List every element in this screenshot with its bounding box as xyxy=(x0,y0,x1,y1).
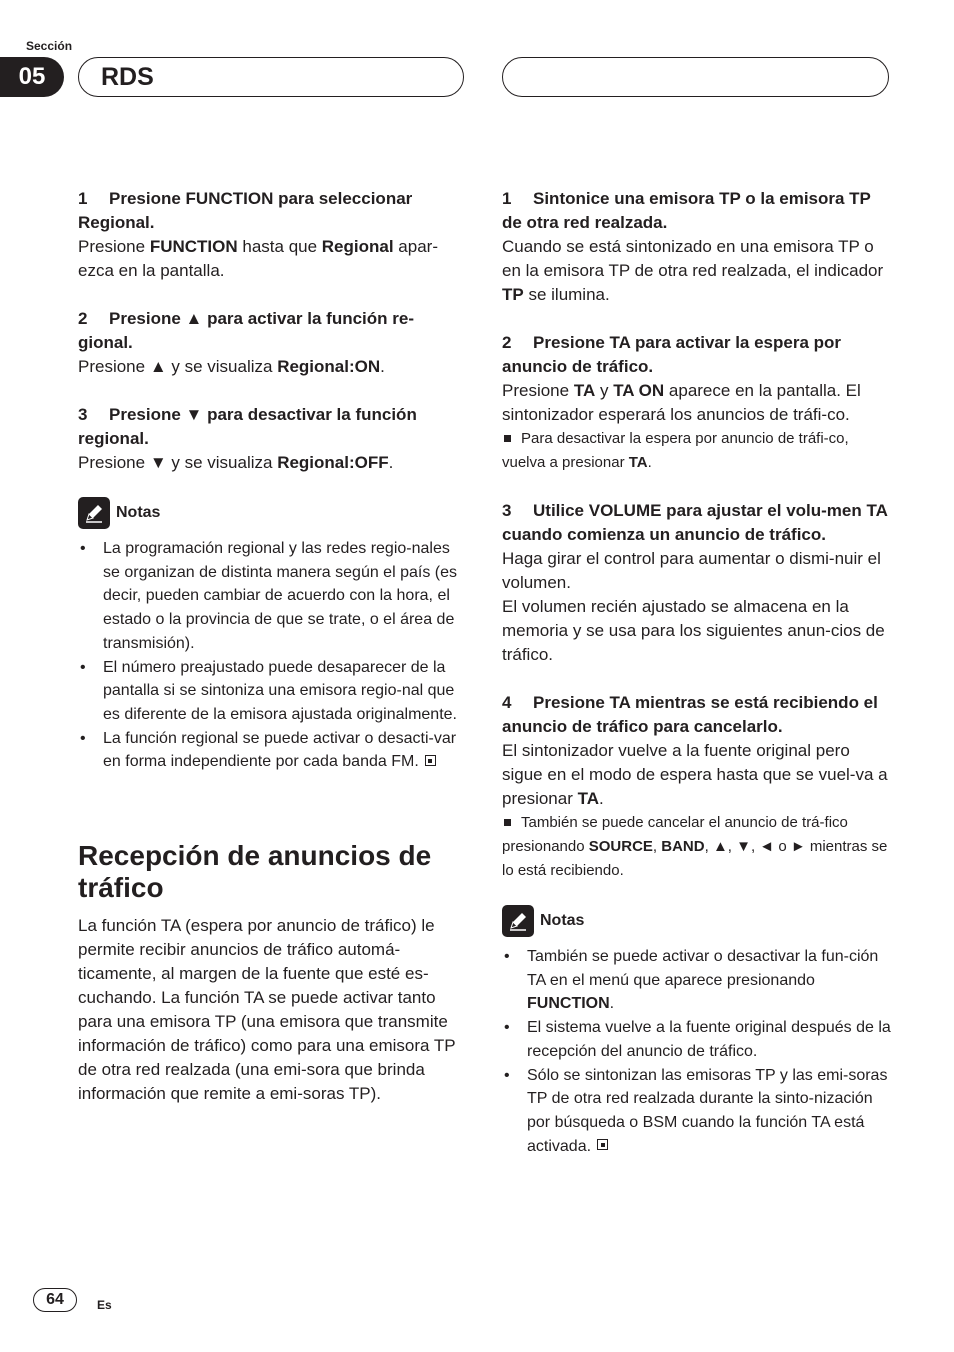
step-title: 2 Presione ▲ para activar la función re-gional. xyxy=(78,309,414,352)
bullet-square-icon xyxy=(504,435,511,442)
step xyxy=(502,187,894,307)
chapter-title-box-right xyxy=(502,57,889,97)
notes-list xyxy=(502,945,894,1158)
step-note: También se puede cancelar el anuncio de trá-fico presionando SOURCE, BAND, ▲, ▼, ◄ o ► mientras se lo está recibiendo. xyxy=(502,814,888,879)
end-mark-icon xyxy=(425,755,436,766)
right-column xyxy=(502,187,894,1158)
step-body: El sintonizador vuelve a la fuente original pero sigue en el modo de espera hasta que se vuel-va a presionar TA. xyxy=(502,741,888,808)
note-item: • El sistema vuelve a la fuente original después de la recepción del anuncio de tráfico. xyxy=(502,1016,894,1063)
step-note: Para desactivar la espera por anuncio de tráfi-co, vuelva a presionar TA. xyxy=(502,430,849,471)
step-number: 2 xyxy=(502,333,512,352)
step xyxy=(502,691,894,883)
step-body: Presione TA y TA ON aparece en la pantalla. El sintonizador esperará los anuncios de tráfi-co. xyxy=(502,381,861,424)
step-number: 1 xyxy=(78,189,88,208)
step-body: Presione ▲ y se visualiza Regional:ON. xyxy=(78,357,385,376)
pencil-note-icon xyxy=(78,497,110,529)
note-item: • También se puede activar o desactivar la fun-ción TA en el menú que aparece presionando FUNCTION. xyxy=(502,945,894,1016)
step-title: 1 Sintonice una emisora TP o la emisora TP de otra red realzada. xyxy=(502,189,871,232)
notes-header xyxy=(78,495,468,531)
step-title: 4 Presione TA mientras se está recibiendo el anuncio de tráfico para cancelarlo. xyxy=(502,693,878,736)
step-number: 1 xyxy=(502,189,512,208)
step-body: Presione FUNCTION hasta que Regional apar-ezca en la pantalla. xyxy=(78,237,438,280)
step-body: Presione ▼ y se visualiza Regional:OFF. xyxy=(78,453,394,472)
step-title: 3 Presione ▼ para desactivar la función regional. xyxy=(78,405,417,448)
step xyxy=(78,187,468,283)
note-item: • La función regional se puede activar o desacti-var en forma independiente por cada banda FM. xyxy=(78,727,468,774)
step xyxy=(502,499,894,667)
note-item: • Sólo se sintonizan las emisoras TP y las emi-soras TP de otra red realzada durante la sinto-nización por búsqueda o BSM cuando la función TA está activada. xyxy=(502,1064,894,1159)
end-mark-icon xyxy=(597,1139,608,1150)
step-title: 3 Utilice VOLUME para ajustar el volu-men TA cuando comienza un anuncio de tráfico. xyxy=(502,501,888,544)
step-body: El volumen recién ajustado se almacena en la memoria y se usa para los siguientes anun-cios de tráfico. xyxy=(502,597,885,664)
section-number-badge: 05 xyxy=(0,57,64,97)
note-item: • La programación regional y las redes regio-nales se organizan de distinta manera según el país (es decir, pueden cambiar de acuerdo con la hora, el estado o la provincia de que se trate, o el área de transmisión). xyxy=(78,537,468,656)
notes-header xyxy=(502,903,894,939)
step-title: 2 Presione TA para activar la espera por anuncio de tráfico. xyxy=(502,333,842,376)
step-number: 3 xyxy=(502,501,512,520)
note-item: • El número preajustado puede desaparecer de la pantalla si se sintoniza una emisora regio-nal que es diferente de la emisora ajustada originalmente. xyxy=(78,656,468,727)
chapter-title-box xyxy=(78,57,464,97)
left-column xyxy=(78,187,468,1106)
chapter-title: RDS xyxy=(101,62,154,91)
step-body: Haga girar el control para aumentar o dismi-nuir el volumen. xyxy=(502,549,881,592)
notes-list xyxy=(78,537,468,774)
section-heading: Recepción de anuncios de tráfico xyxy=(78,840,432,904)
step xyxy=(78,307,468,379)
step-number: 4 xyxy=(502,693,512,712)
step xyxy=(502,331,894,475)
intro-paragraph: La función TA (espera por anuncio de tráfico) le permite recibir anuncios de tráfico automá-ticamente, al margen de la fuente que esté es-cuchando. La función TA se puede activar tanto para una emisora TP (una emisora que transmite información de tráfico) como para una emisora TP de otra red realzada (una emi-sora que brinda información que remite a emi-soras TP). xyxy=(78,916,456,1104)
step xyxy=(78,403,468,475)
step-number: 3 xyxy=(78,405,88,424)
language-code: Es xyxy=(97,1298,112,1312)
section-label: Sección xyxy=(26,39,73,53)
notes-label: Notas xyxy=(116,504,161,521)
step-title: 1 Presione FUNCTION para seleccionar Regional. xyxy=(78,189,413,232)
bullet-square-icon xyxy=(504,819,511,826)
pencil-note-icon xyxy=(502,905,534,937)
step-body: Cuando se está sintonizado en una emisora TP o en la emisora TP de otra red realzada, el indicador TP se ilumina. xyxy=(502,237,884,304)
step-number: 2 xyxy=(78,309,88,328)
notes-label: Notas xyxy=(540,912,585,929)
page-number: 64 xyxy=(33,1288,77,1312)
